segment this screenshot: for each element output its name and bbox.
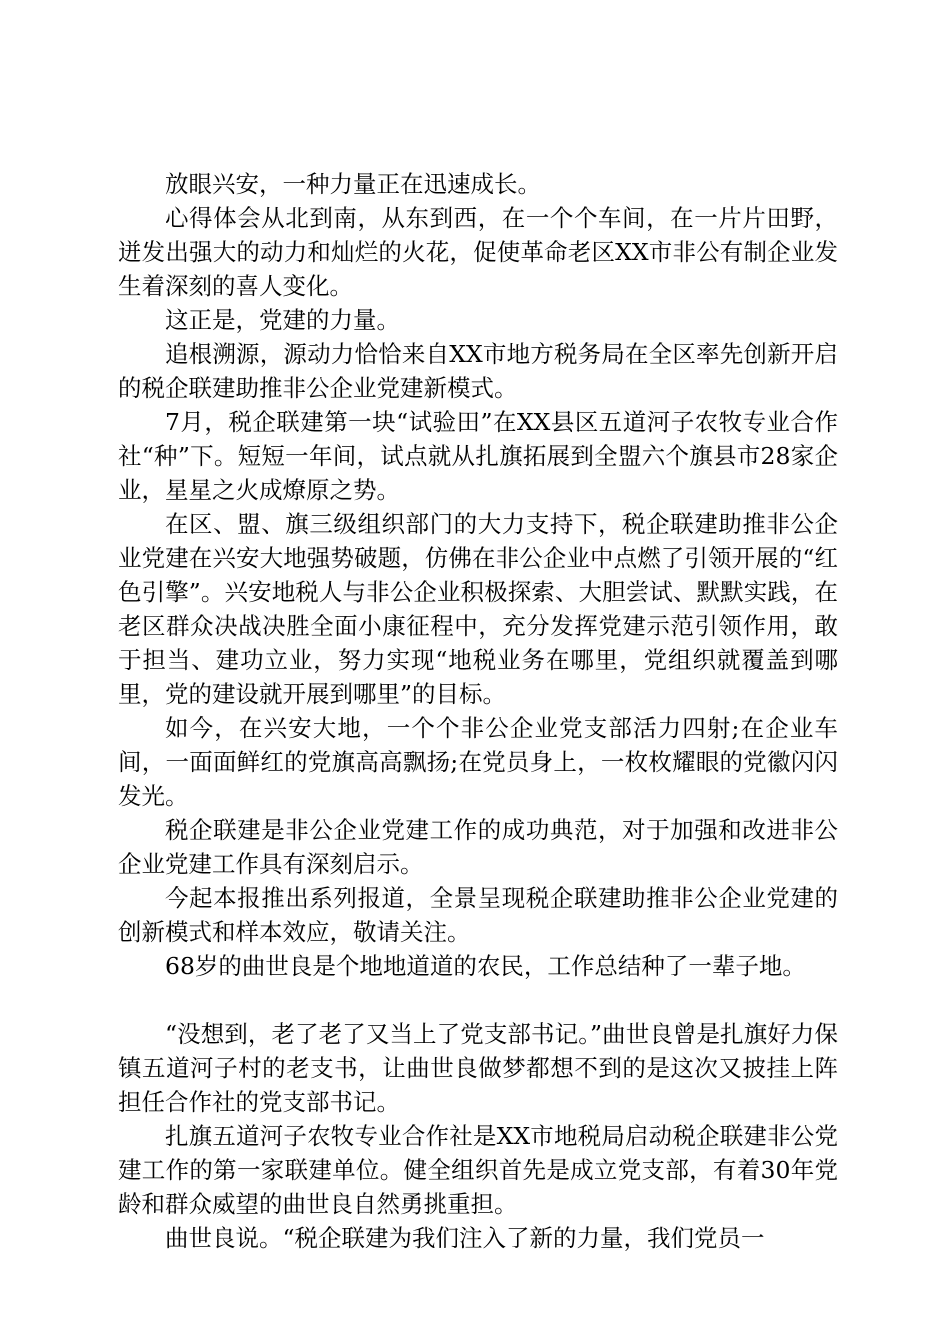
paragraph-4: 追根溯源，源动力恰恰来自XX市地方税务局在全区率先创新开启的税企联建助推非公企业党建新模式。: [118, 340, 838, 402]
paragraph-10: 68岁的曲世良是个地地道道的农民，工作总结种了一辈子地。: [165, 952, 806, 980]
paragraph-7: 如今，在兴安大地，一个个非公企业党支部活力四射;在企业车间，一面面鲜红的党旗高高飘扬;在党员身上，一枚枚耀眼的党徽闪闪发光。: [118, 714, 838, 810]
paragraph-6: 在区、盟、旗三级组织部门的大力支持下，税企联建助推非公企业党建在兴安大地强势破题，仿佛在非公企业中点燃了引领开展的“红色引擎”。兴安地税人与非公企业积极探索、大胆尝试、默默实践，在老区群众决战决胜全面小康征程中，充分发挥党建示范引领作用，敢于担当、建功立业，努力实现“地税业务在哪里，党组织就覆盖到哪里，党的建设就开展到哪里”的目标。: [118, 510, 838, 708]
article-body: [118, 167, 838, 1255]
paragraph-12: 扎旗五道河子农牧专业合作社是XX市地税局启动税企联建非公党建工作的第一家联建单位。健全组织首先是成立党支部，有着30年党龄和群众威望的曲世良自然勇挑重担。: [118, 1122, 838, 1218]
paragraph-3: 这正是，党建的力量。: [165, 306, 400, 334]
paragraph-9: 今起本报推出系列报道，全景呈现税企联建助推非公企业党建的创新模式和样本效应，敬请关注。: [118, 884, 838, 946]
paragraph-2: 心得体会从北到南，从东到西，在一个个车间，在一片片田野，迸发出强大的动力和灿烂的火花，促使革命老区XX市非公有制企业发生着深刻的喜人变化。: [118, 204, 838, 300]
paragraph-gap: [118, 983, 838, 1017]
paragraph-11: “没想到，老了老了又当上了党支部书记。”曲世良曾是扎旗好力保镇五道河子村的老支书，让曲世良做梦都想不到的是这次又披挂上阵担任合作社的党支部书记。: [118, 1020, 838, 1116]
paragraph-8: 税企联建是非公企业党建工作的成功典范，对于加强和改进非公企业党建工作具有深刻启示。: [118, 816, 838, 878]
paragraph-1: 放眼兴安，一种力量正在迅速成长。: [165, 170, 541, 198]
paragraph-13: 曲世良说。“税企联建为我们注入了新的力量，我们党员一: [165, 1224, 765, 1252]
paragraph-5: 7月，税企联建第一块“试验田”在XX县区五道河子农牧专业合作社“种”下。短短一年间，试点就从扎旗拓展到全盟六个旗县市28家企业，星星之火成燎原之势。: [118, 408, 838, 504]
